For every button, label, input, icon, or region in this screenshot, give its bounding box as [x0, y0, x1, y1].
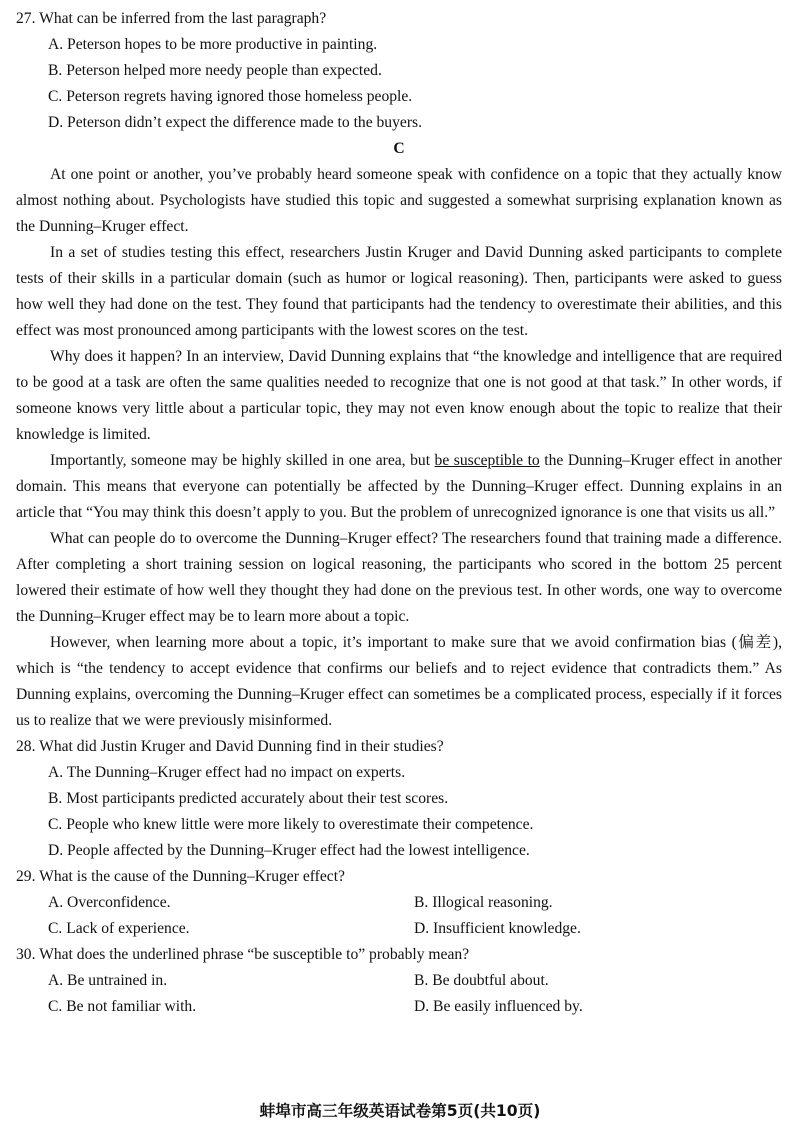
paragraph-4-text-before: Importantly, someone may be highly skilled in one area, but	[50, 452, 435, 469]
passage-paragraph-1: At one point or another, you’ve probably heard someone speak with confidence on a topic that they actually know almost nothing about. Psychologists have studied this topic and suggested a somewhat surprising explanation known as the Dunning–Kruger effect.	[16, 166, 782, 235]
question-27-option-d: D. Peterson didn’t expect the difference made to the buyers.	[48, 114, 422, 131]
question-28-stem: 28. What did Justin Kruger and David Dunning find in their studies?	[16, 738, 444, 755]
section-heading: C	[393, 140, 405, 157]
question-29-options-row-1	[16, 890, 782, 916]
passage-paragraph-4	[16, 448, 782, 526]
question-30-option-d: D. Be easily influenced by.	[414, 998, 583, 1015]
question-30-option-a: A. Be untrained in.	[48, 972, 168, 989]
question-30-option-b: B. Be doubtful about.	[414, 972, 549, 989]
question-30-options-row-1	[16, 968, 782, 994]
passage-paragraph-5: What can people do to overcome the Dunning–Kruger effect? The researchers found that training made a difference. After completing a short training session on logical reasoning, the participants who scored in the bottom 25 percent lowered their estimate of how well they thought they had done on the previous test. In other words, one way to overcome the Dunning–Kruger effect may be to learn more about a topic.	[16, 530, 782, 625]
question-29-option-c: C. Lack of experience.	[48, 920, 190, 937]
question-28-option-b: B. Most participants predicted accurately about their test scores.	[48, 790, 449, 807]
question-29-option-a: A. Overconfidence.	[48, 894, 171, 911]
question-27-stem: 27. What can be inferred from the last paragraph?	[16, 10, 327, 27]
question-27-option-c: C. Peterson regrets having ignored those homeless people.	[48, 88, 413, 105]
question-30-options-row-2	[16, 994, 782, 1020]
question-29-options-row-2	[16, 916, 782, 942]
question-29-option-b: B. Illogical reasoning.	[414, 894, 553, 911]
question-27-option-b: B. Peterson helped more needy people than expected.	[48, 62, 382, 79]
passage-paragraph-6: However, when learning more about a topic, it’s important to make sure that we avoid confirmation bias (偏差), which is “the tendency to accept evidence that confirms our beliefs and to reject evidence that contradicts them.” As Dunning explains, overcoming the Dunning–Kruger effect can sometimes be a complicated process, especially if it forces us to realize that we were previously misinformed.	[16, 634, 782, 729]
question-28-option-c: C. People who knew little were more likely to overestimate their competence.	[48, 816, 534, 833]
question-30-stem: 30. What does the underlined phrase “be susceptible to” probably mean?	[16, 946, 470, 963]
question-27-option-a: A. Peterson hopes to be more productive in painting.	[48, 36, 378, 53]
passage-paragraph-3: Why does it happen? In an interview, David Dunning explains that “the knowledge and intelligence that are required to be good at a task are often the same qualities needed to recognize that one is not good at that task.” In other words, if someone knows very little about a particular topic, they may not even know enough about the topic to realize that their knowledge is limited.	[16, 348, 782, 443]
paragraph-4-text-after: the Dunning–Kruger effect in another domain. This means that everyone can potentially be affected by the Dunning–Kruger effect. Dunning explains in an article that “You may think this doesn’t apply to you. But the problem of unrecognized ignorance is one that visits us all.”	[16, 452, 782, 521]
question-28-option-d: D. People affected by the Dunning–Kruger effect had the lowest intelligence.	[48, 842, 530, 859]
exam-page	[16, 6, 782, 1020]
question-28-option-a: A. The Dunning–Kruger effect had no impact on experts.	[48, 764, 406, 781]
question-30-option-c: C. Be not familiar with.	[48, 998, 197, 1015]
passage-paragraph-2: In a set of studies testing this effect, researchers Justin Kruger and David Dunning asked participants to complete tests of their skills in a particular domain (such as humor or logical reasoning). Then, participants were asked to guess how well they had done on the test. They found that participants had the tendency to overestimate their abilities, and this effect was most pronounced among participants with the lowest scores on the test.	[16, 244, 782, 339]
question-29-stem: 29. What is the cause of the Dunning–Kruger effect?	[16, 868, 345, 885]
underlined-phrase: be susceptible to	[434, 452, 540, 469]
question-29-option-d: D. Insufficient knowledge.	[414, 920, 581, 937]
page-footer: 蚌埠市高三年级英语试卷第5页(共10页)	[259, 1102, 541, 1120]
